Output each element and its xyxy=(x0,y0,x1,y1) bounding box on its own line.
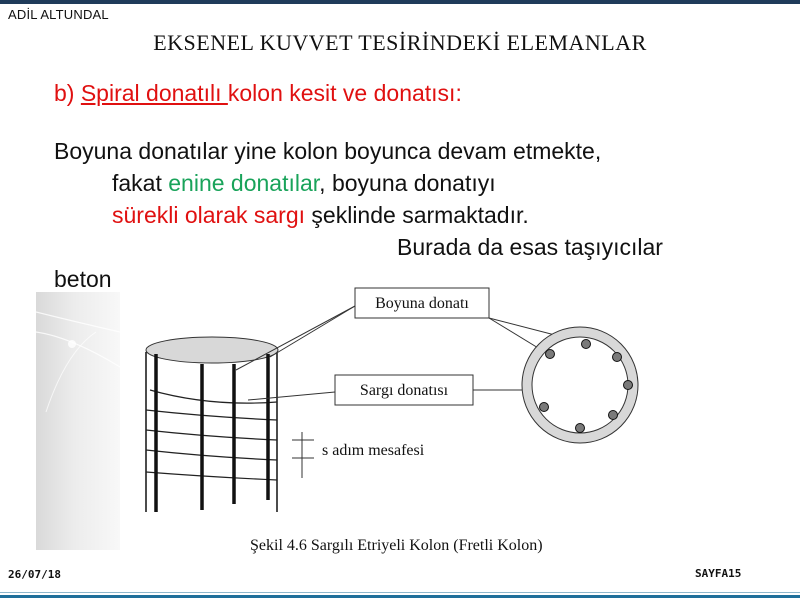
longitudinal-label: Boyuna donatı xyxy=(375,295,469,312)
body-line-5: beton xyxy=(54,266,112,292)
body-line-3 xyxy=(112,202,529,229)
body-line-2-b: , boyuna donatıyı xyxy=(319,170,496,196)
footer-page-number: SAYFA15 xyxy=(695,567,742,580)
spiral-label: Sargı donatısı xyxy=(359,382,449,399)
subtitle-underlined: Spiral donatılı xyxy=(80,80,228,106)
top-border xyxy=(0,0,800,4)
column-top-face xyxy=(146,337,278,363)
body-line-3-b: şeklinde sarmaktadır. xyxy=(305,202,529,228)
body-line-2-a: fakat xyxy=(112,170,169,196)
footer-date: 26/07/18 xyxy=(8,568,61,581)
footer-divider xyxy=(0,595,800,598)
subtitle-prefix: b) xyxy=(54,80,81,106)
spiral-hoops xyxy=(146,390,277,480)
footer-divider-light xyxy=(0,592,800,593)
figure-caption: Şekil 4.6 Sargılı Etriyeli Kolon (Fretli Kolon) xyxy=(250,537,543,554)
section-subtitle xyxy=(54,80,462,107)
body-line-4: Burada da esas taşıyıcılar xyxy=(397,234,663,260)
body-line-1: Boyuna donatılar yine kolon boyunca devam etmekte, xyxy=(54,138,602,164)
body-line-3-red: sürekli olarak sargı xyxy=(112,202,306,228)
pitch-label: s adım mesafesi xyxy=(322,442,425,459)
spiral-column-figure xyxy=(120,282,680,562)
body-line-2-green: enine donatılar xyxy=(168,170,320,196)
body-line-2 xyxy=(112,170,496,197)
subtitle-rest: kolon kesit ve donatısı: xyxy=(227,80,462,106)
decorative-gradient-panel xyxy=(36,292,120,550)
pitch-marker xyxy=(292,432,314,478)
author-name: ADİL ALTUNDAL xyxy=(8,7,109,22)
page-title: EKSENEL KUVVET TESİRİNDEKİ ELEMANLAR xyxy=(153,30,647,55)
